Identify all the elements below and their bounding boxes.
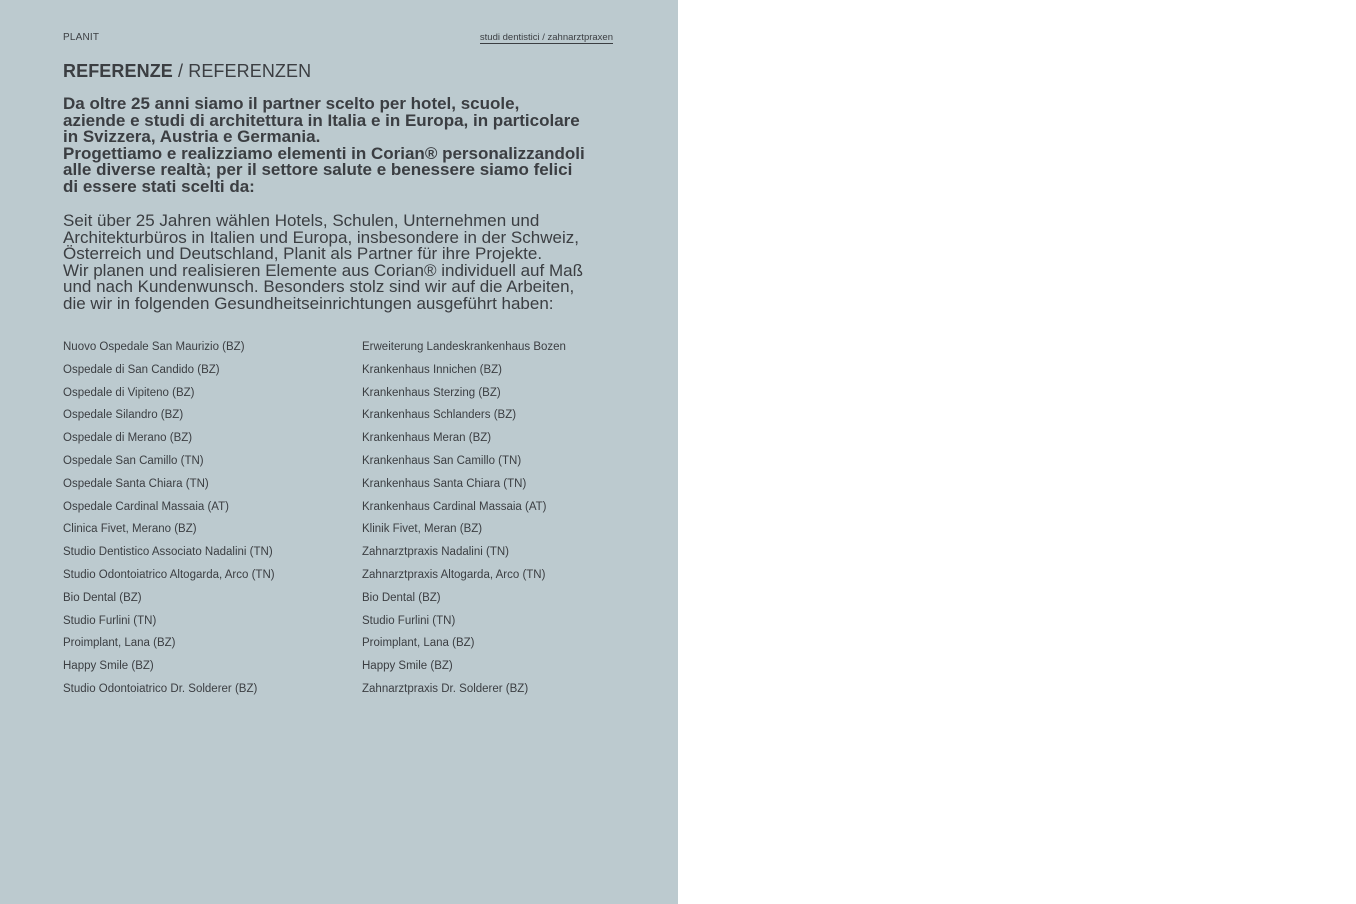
reference-item: Nuovo Ospedale San Maurizio (BZ)	[63, 341, 245, 353]
brand-label: PLANIT	[63, 32, 100, 43]
intro-line: und nach Kundenwunsch. Besonders stolz sind wir auf die Arbeiten,	[63, 277, 575, 297]
page-title	[63, 61, 311, 82]
reference-item: Studio Furlini (TN)	[63, 614, 157, 627]
section-link[interactable]: studi dentistici / zahnarztpraxen	[479, 32, 613, 43]
reference-item: Proimplant, Lana (BZ)	[362, 637, 475, 650]
reference-item: Ospedale Santa Chiara (TN)	[63, 477, 209, 490]
reference-item: Happy Smile (BZ)	[63, 660, 154, 673]
reference-item: Krankenhaus Santa Chiara (TN)	[362, 477, 527, 490]
reference-item: Studio Odontoiatrico Dr. Solderer (BZ)	[63, 682, 258, 695]
reference-item: Krankenhaus Meran (BZ)	[362, 432, 492, 445]
reference-item: Ospedale Cardinal Massaia (AT)	[63, 500, 229, 513]
reference-item: Clinica Fivet, Merano (BZ)	[63, 523, 197, 536]
reference-item: Ospedale San Camillo (TN)	[63, 454, 204, 467]
intro-line: Architekturbüros in Italien und Europa, insbesondere in der Schweiz,	[63, 227, 579, 247]
intro-line: Seit über 25 Jahren wählen Hotels, Schulen, Unternehmen und	[63, 211, 540, 230]
reference-item: Studio Furlini (TN)	[362, 614, 456, 627]
right-page-blank	[678, 0, 1356, 904]
intro-line: die wir in folgenden Gesundheitseinrichtungen ausgeführt haben:	[63, 293, 554, 313]
reference-item: Klinik Fivet, Meran (BZ)	[362, 523, 483, 536]
reference-item: Krankenhaus Innichen (BZ)	[362, 363, 502, 376]
reference-item: Proimplant, Lana (BZ)	[63, 637, 176, 650]
intro-german	[63, 213, 623, 313]
reference-item: Zahnarztpraxis Dr. Solderer (BZ)	[362, 682, 529, 695]
reference-item: Krankenhaus Sterzing (BZ)	[362, 386, 501, 399]
reference-item: Bio Dental (BZ)	[362, 591, 441, 604]
reference-item: Happy Smile (BZ)	[362, 660, 453, 673]
page-title-german: / REFERENZEN	[172, 61, 312, 81]
intro-italian	[63, 96, 623, 196]
intro-line: in Svizzera, Austria e Germania.	[63, 127, 321, 147]
intro-line: alle diverse realtà; per il settore salute e benessere siamo felici	[63, 160, 573, 180]
reference-item: Zahnarztpraxis Altogarda, Arco (TN)	[362, 568, 546, 581]
reference-item: Krankenhaus Cardinal Massaia (AT)	[362, 500, 547, 513]
reference-item: Ospedale di San Candido (BZ)	[63, 363, 220, 376]
intro-line: Progettiamo e realizziamo elementi in Corian® personalizzandoli	[63, 143, 585, 163]
references-list-italian	[63, 336, 353, 701]
intro-line: Da oltre 25 anni siamo il partner scelto per hotel, scuole,	[63, 94, 520, 113]
reference-item: Erweiterung Landeskrankenhaus Bozen	[362, 341, 566, 353]
reference-item: Zahnarztpraxis Nadalini (TN)	[362, 546, 509, 559]
reference-item: Krankenhaus San Camillo (TN)	[362, 454, 522, 467]
page-title-italian: REFERENZE	[63, 61, 173, 81]
intro-line: Österreich und Deutschland, Planit als Partner für ihre Projekte.	[63, 244, 543, 264]
references-list-german	[362, 336, 622, 701]
reference-item: Ospedale di Vipiteno (BZ)	[63, 386, 195, 399]
reference-item: Studio Dentistico Associato Nadalini (TN)	[63, 546, 273, 559]
intro-line: aziende e studi di architettura in Italia e in Europa, in particolare	[63, 110, 580, 130]
reference-item: Bio Dental (BZ)	[63, 591, 142, 604]
intro-line: di essere stati scelti da:	[63, 176, 255, 196]
intro-line: Wir planen und realisieren Elemente aus Corian® individuell auf Maß	[63, 260, 583, 280]
reference-item: Ospedale di Merano (BZ)	[63, 432, 193, 445]
reference-item: Ospedale Silandro (BZ)	[63, 409, 184, 422]
reference-item: Studio Odontoiatrico Altogarda, Arco (TN)	[63, 568, 275, 581]
reference-item: Krankenhaus Schlanders (BZ)	[362, 409, 517, 422]
